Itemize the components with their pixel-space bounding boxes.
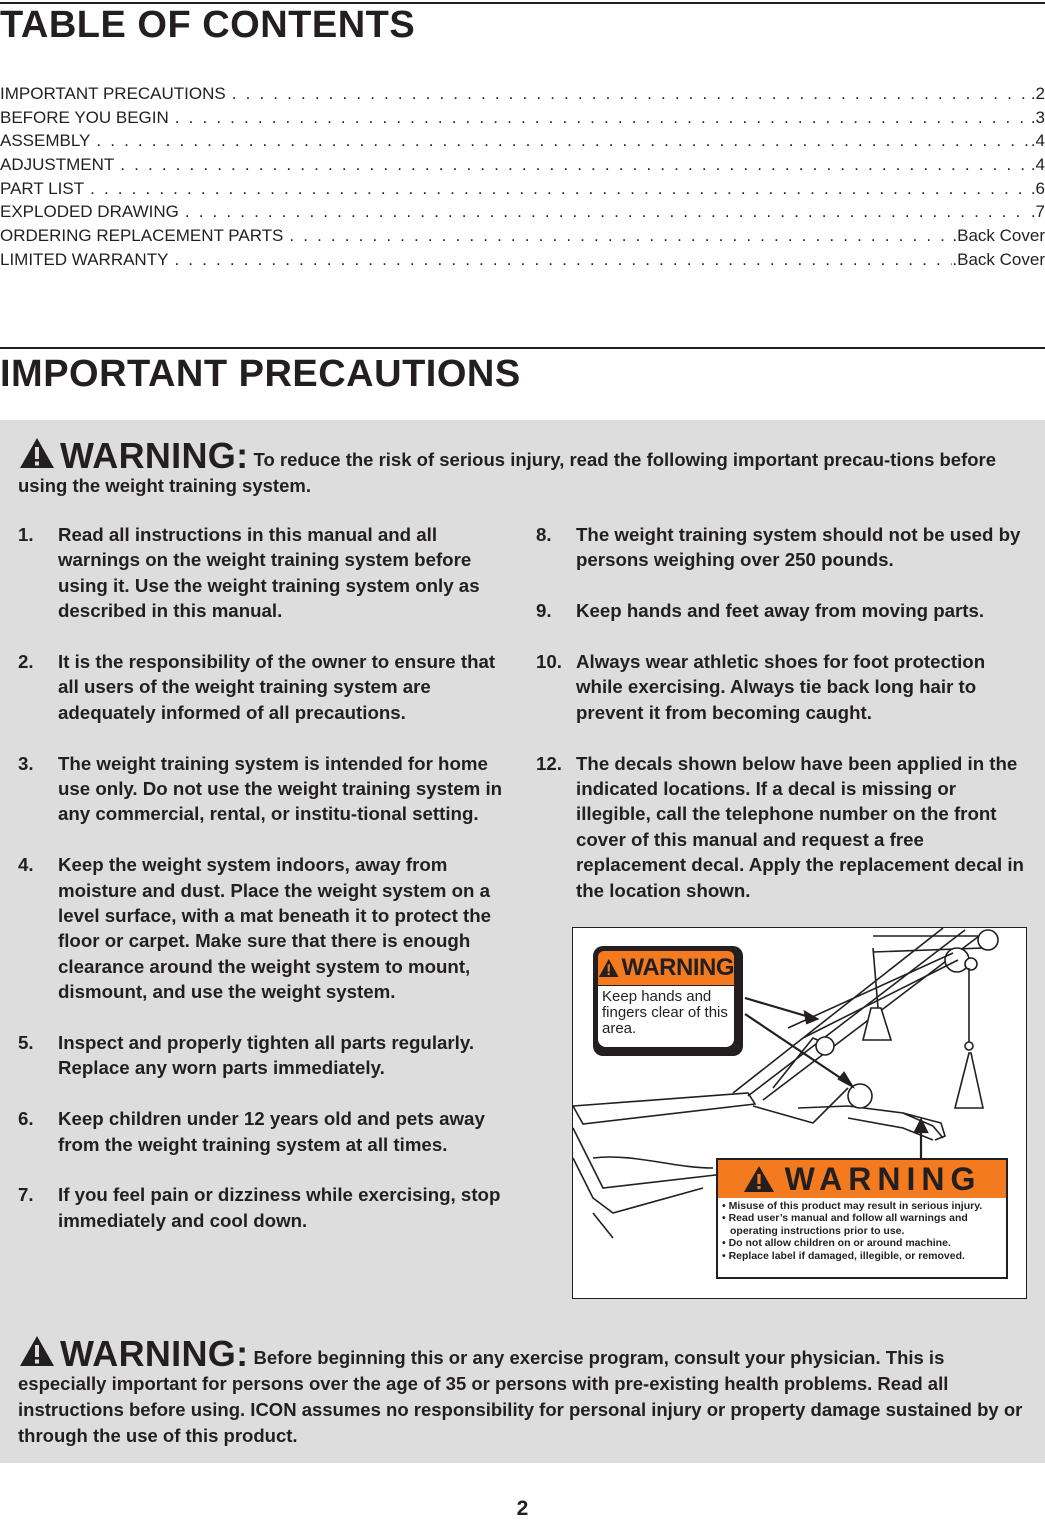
precaution-item	[18, 751, 516, 827]
toc-entry-title: ORDERING REPLACEMENT PARTS	[0, 226, 284, 246]
toc-entry[interactable]	[0, 131, 1045, 155]
toc-entry[interactable]	[0, 226, 1045, 250]
toc-entry-title: PART LIST	[0, 178, 85, 198]
toc-leader-dots	[232, 84, 1031, 104]
toc-entry[interactable]	[0, 179, 1045, 203]
bottom-warning-label: WARNING:	[60, 1333, 249, 1374]
toc-entry-title: ADJUSTMENT	[0, 155, 115, 175]
precaution-number: 12.	[536, 752, 562, 774]
toc-leader-dots	[289, 226, 952, 246]
toc-entry-page: .7	[1030, 202, 1045, 222]
toc-entry-title: BEFORE YOU BEGIN	[0, 107, 169, 127]
toc-entry-title: IMPORTANT PRECAUTIONS	[0, 84, 226, 103]
toc-entry-page: .Back Cover	[952, 226, 1045, 246]
toc-entry-page: .4	[1030, 131, 1045, 151]
decal-bullet: • Misuse of this product may result in serious injury.	[722, 1200, 1002, 1212]
toc-entry-page: .6	[1030, 178, 1045, 198]
precaution-number: 8.	[536, 524, 552, 545]
page-number: 2	[516, 1497, 529, 1520]
precautions-right-column	[536, 522, 1028, 928]
decal-bullet: • Read user’s manual and follow all warnings and operating instructions prior to use.	[722, 1212, 1002, 1237]
toc-entry-title: LIMITED WARRANTY	[0, 249, 169, 269]
precaution-number: 9.	[536, 600, 552, 622]
precaution-number: 1.	[18, 524, 34, 545]
misuse-warning-decal-list	[718, 1200, 1006, 1262]
hands-clear-decal-header	[598, 951, 734, 985]
precaution-text: Read all instructions in this manual and all warnings on the weight training system before using it. Use the weight training system only as described in this manual.	[58, 524, 480, 622]
warning-triangle-icon	[18, 436, 56, 470]
toc-entry[interactable]	[0, 202, 1045, 226]
precaution-item	[536, 522, 1028, 573]
precaution-text: The weight training system is intended for home use only. Do not use the weight training system in any commercial, rental, or institu-tional setting.	[58, 752, 503, 825]
precaution-text: It is the responsibility of the owner to ensure that all users of the weight training system are adequately informed of all precautions.	[58, 651, 496, 723]
precaution-number: 4.	[18, 854, 34, 876]
section-rule	[0, 347, 1045, 349]
precaution-text: The decals shown below have been applied in the indicated locations. If a decal is missing or illegible, call the telephone number on the front cover of this manual and request a free replacement decal. Apply the replacement decal in the location shown.	[576, 752, 1024, 901]
toc-entry-page: .2	[1030, 84, 1045, 103]
decal-bullet: • Do not allow children on or around machine.	[722, 1237, 1002, 1249]
precaution-item	[536, 751, 1028, 903]
precautions-left-column	[18, 522, 516, 1259]
precaution-item	[536, 598, 1028, 623]
hands-clear-decal-text: Keep hands and fingers clear of this area.	[598, 986, 734, 1047]
misuse-warning-decal-heading: WARNING	[784, 1160, 982, 1197]
precaution-number: 6.	[18, 1108, 34, 1130]
top-warning	[18, 436, 1028, 499]
precaution-item	[536, 649, 1028, 725]
toc-list	[0, 84, 1045, 274]
toc-entry-page: .Back Cover	[952, 249, 1045, 269]
toc-entry-page: .3	[1030, 107, 1045, 127]
precaution-text: Keep children under 12 years old and pets away from the weight training system at all times.	[58, 1108, 485, 1155]
toc-title: TABLE OF CONTENTS	[0, 4, 416, 46]
precaution-text: The weight training system should not be used by persons weighing over 250 pounds.	[576, 524, 1021, 571]
toc-leader-dots	[174, 250, 952, 270]
toc-leader-dots	[90, 179, 1031, 199]
decal-bullet: • Replace label if damaged, illegible, or removed.	[722, 1250, 1002, 1262]
bottom-warning-text: Before beginning this or any exercise program, consult your physician. This is especially important for persons over the age of 35 or persons with pre-existing health problems. Read all instructions before using. ICON assumes no responsibility for personal injury or property damage sustained by or through the use of this product.	[18, 1347, 1023, 1446]
precaution-number: 5.	[18, 1032, 34, 1054]
misuse-warning-decal	[716, 1158, 1008, 1279]
toc-entry[interactable]	[0, 84, 1045, 108]
precaution-text: Inspect and properly tighten all parts regularly. Replace any worn parts immediately.	[58, 1032, 475, 1079]
toc-leader-dots	[185, 202, 1031, 222]
precautions-title: IMPORTANT PRECAUTIONS	[0, 353, 521, 395]
toc-leader-dots	[175, 108, 1031, 128]
toc-leader-dots	[96, 131, 1030, 151]
precaution-item	[18, 649, 516, 725]
precaution-number: 2.	[18, 651, 34, 673]
toc-entry-title: ASSEMBLY	[0, 131, 91, 151]
precaution-text: Always wear athletic shoes for foot protection while exercising. Always tie back long hair to prevent it from becoming caught.	[576, 651, 986, 723]
warning-triangle-icon	[598, 957, 620, 979]
precaution-text: Keep the weight system indoors, away from moisture and dust. Place the weight system on a level surface, with a mat beneath it to protect the floor or carpet. Make sure that there is enough clearance around the weight system to mount, dismount, and use the weight system.	[58, 854, 492, 1003]
toc-entry[interactable]	[0, 108, 1045, 132]
precaution-item	[18, 852, 516, 1004]
precaution-item	[18, 522, 516, 624]
toc-entry-page: .4	[1030, 155, 1045, 175]
precaution-item	[18, 1030, 516, 1081]
bottom-warning	[18, 1334, 1028, 1449]
decal-location-figure	[572, 927, 1027, 1299]
toc-entry[interactable]	[0, 155, 1045, 179]
precaution-number: 3.	[18, 752, 34, 774]
precaution-text: If you feel pain or dizziness while exercising, stop immediately and cool down.	[58, 1184, 501, 1231]
toc-entry[interactable]	[0, 250, 1045, 274]
precaution-item	[18, 1106, 516, 1157]
toc-leader-dots	[120, 155, 1031, 175]
precaution-text: Keep hands and feet away from moving parts.	[576, 600, 985, 622]
warning-triangle-icon	[18, 1334, 56, 1368]
warning-triangle-icon	[743, 1165, 775, 1193]
precaution-number: 7.	[18, 1184, 34, 1206]
precaution-item	[18, 1182, 516, 1233]
hands-clear-decal-heading: WARNING	[621, 954, 734, 981]
precaution-number: 10.	[536, 651, 562, 672]
misuse-warning-decal-header	[718, 1160, 1006, 1198]
toc-entry-title: EXPLODED DRAWING	[0, 202, 179, 222]
top-warning-label: WARNING:	[60, 435, 249, 476]
top-warning-text: To reduce the risk of serious injury, read the following important precau-tions before using the weight training system.	[18, 449, 997, 496]
hands-clear-decal	[593, 946, 743, 1056]
